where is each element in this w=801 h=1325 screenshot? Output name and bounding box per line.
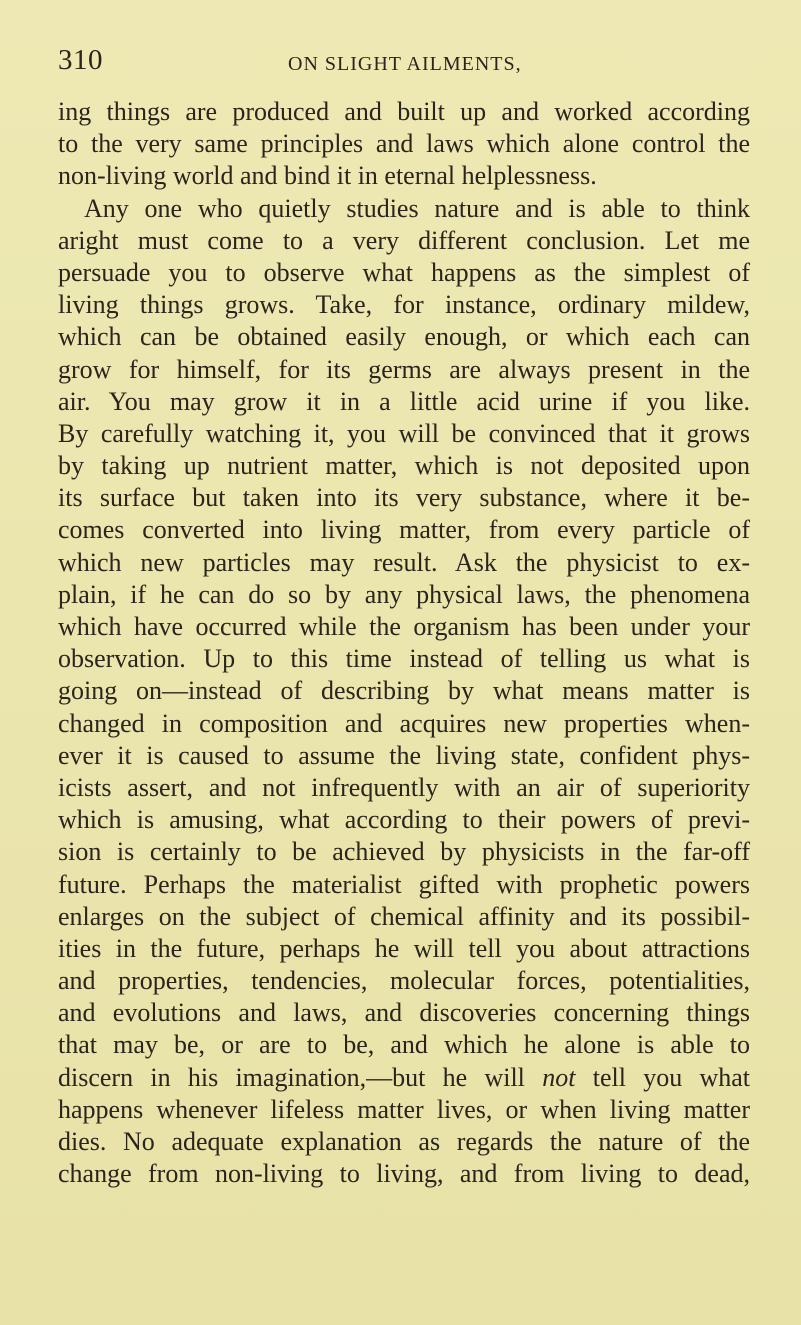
text-line-34: change from non-living to living, and from living to dead, bbox=[58, 1159, 750, 1189]
text-line-3: non-living world and bind it in eternal helplessness. bbox=[58, 161, 597, 191]
text-line-8: which can be obtained easily enough, or which each can bbox=[58, 322, 750, 352]
text-line-4: Any one who quietly studies nature and is able to think bbox=[84, 193, 750, 223]
text-line-27: ities in the future, perhaps he will tell you about attractions bbox=[58, 933, 750, 963]
page-header bbox=[0, 0, 801, 90]
text-line-5: aright must come to a very different conclusion. Let me bbox=[58, 225, 750, 255]
text-line-25: future. Perhaps the materialist gifted with prophetic powers bbox=[58, 869, 750, 899]
text-line-32: happens whenever lifeless matter lives, or when living matter bbox=[58, 1094, 750, 1124]
running-title: ON SLIGHT AILMENTS, bbox=[288, 53, 522, 75]
text-line-33: dies. No adequate explanation as regards the nature of the bbox=[58, 1127, 750, 1156]
text-line-9: grow for himself, for its germs are always present in the bbox=[58, 354, 750, 384]
text-line-7: living things grows. Take, for instance, ordinary mildew, bbox=[58, 290, 750, 320]
text-line-31 bbox=[58, 1062, 750, 1094]
text-line-19: going on—instead of describing by what means matter is bbox=[58, 676, 750, 706]
text-line-11: By carefully watching it, you will be convinced that it grows bbox=[58, 418, 750, 448]
text-line-13: its surface but taken into its very substance, where it be- bbox=[58, 483, 750, 513]
text-line-28: and properties, tendencies, molecular forces, potentialities, bbox=[58, 966, 750, 996]
text-line-17: which have occurred while the organism has been under your bbox=[58, 612, 750, 641]
text-line-26: enlarges on the subject of chemical affinity and its possibil- bbox=[58, 901, 750, 931]
text-line-30: that may be, or are to be, and which he alone is able to bbox=[58, 1030, 750, 1060]
text-line-12: by taking up nutrient matter, which is not deposited upon bbox=[58, 451, 750, 481]
text-line-15: which new particles may result. Ask the physicist to ex- bbox=[58, 547, 750, 577]
text-line-31-end: tell you what bbox=[592, 1062, 751, 1092]
italic-not: not bbox=[542, 1062, 576, 1092]
text-line-2: to the very same principles and laws which alone control the bbox=[58, 129, 750, 159]
text-line-31-start: discern in his imagination,—but he will bbox=[58, 1062, 525, 1092]
text-line-10: air. You may grow it in a little acid urine if you like. bbox=[58, 386, 750, 416]
text-line-24: sion is certainly to be achieved by physicists in the far-off bbox=[58, 837, 750, 867]
page-number: 310 bbox=[58, 44, 103, 76]
text-line-22: icists assert, and not infrequently with an air of superiority bbox=[58, 772, 750, 802]
text-line-14: comes converted into living matter, from every particle of bbox=[58, 515, 750, 545]
text-line-29: and evolutions and laws, and discoveries concerning things bbox=[58, 998, 750, 1028]
text-line-1: ing things are produced and built up and worked according bbox=[58, 97, 750, 126]
text-line-21: ever it is caused to assume the living state, confident phys- bbox=[58, 740, 750, 770]
text-line-18: observation. Up to this time instead of telling us what is bbox=[58, 644, 750, 674]
text-line-16: plain, if he can do so by any physical laws, the phenomena bbox=[58, 579, 750, 609]
text-line-6: persuade you to observe what happens as the simplest of bbox=[58, 257, 750, 287]
text-line-20: changed in composition and acquires new properties when- bbox=[58, 708, 750, 738]
text-line-23: which is amusing, what according to their powers of previ- bbox=[58, 805, 750, 835]
body-text bbox=[58, 96, 750, 1190]
